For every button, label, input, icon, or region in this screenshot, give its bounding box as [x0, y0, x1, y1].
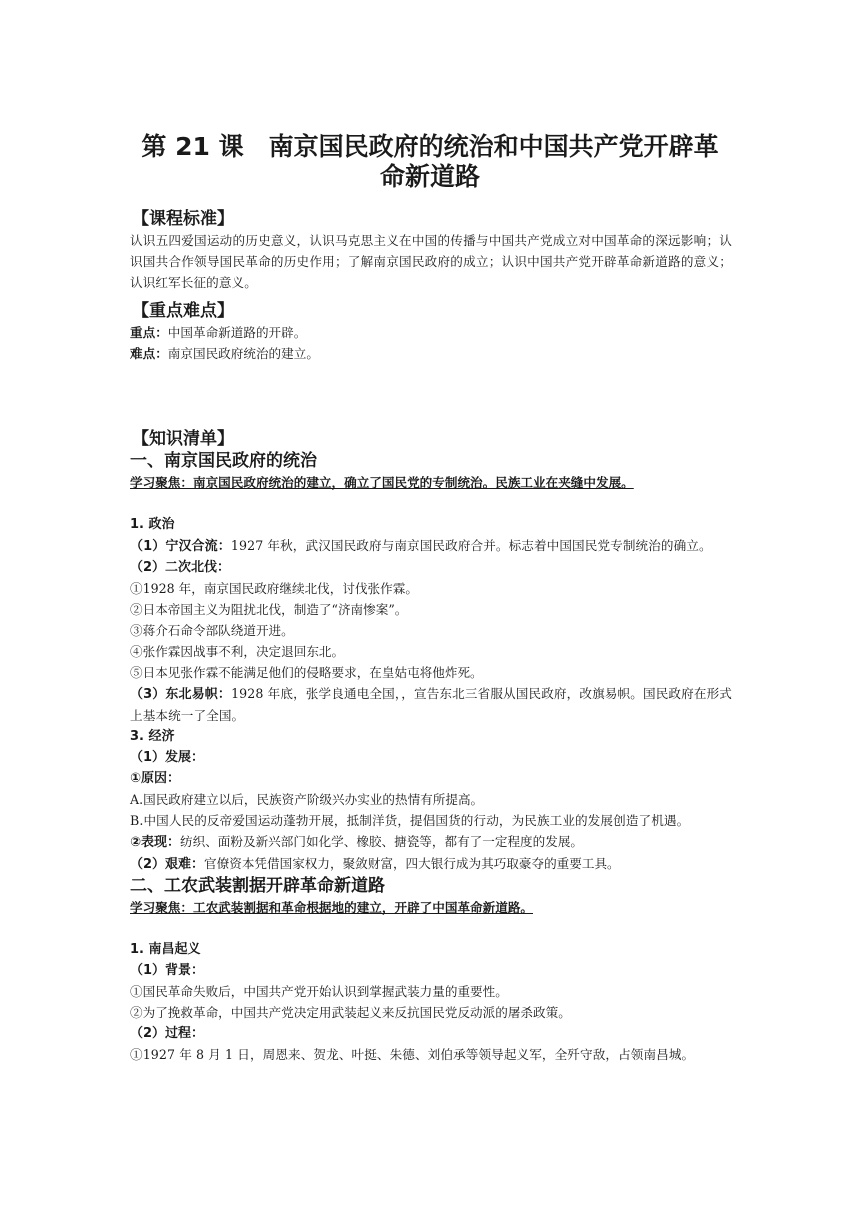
northeast-text: 1928 年底，张学良通电全国，，宣告东北三省服从国民政府，改旗易帜。国民政府在形式上基本统一了全国。 — [130, 686, 732, 723]
hardship — [130, 853, 732, 875]
nanchang-title: 1. 南昌起义 — [130, 942, 201, 957]
standards-text: 认识五四爱国运动的历史意义，认识马克思主义在中国的传播与中国共产党成立对中国革命的深远影响；认识国共合作领导国民革命的历史作用；了解南京国民政府的成立；认识中国共产党开辟革命新道路的意义；认识红军长征的意义。 — [130, 233, 732, 290]
process-text: ①1927 年 8 月 1 日，周恩来、贺龙、叶挺、朱德、刘伯承等领导起义军，全歼守敌，占领南昌城。 — [130, 1047, 695, 1062]
expedition-item: ①1928 年，南京国民政府继续北伐，讨伐张作霖。 — [130, 581, 418, 596]
performance-label: ②表现： — [130, 835, 181, 850]
second-expedition-label: （2）二次北伐： — [130, 560, 231, 575]
performance-text: 纺织、面粉及新兴部门如化学、橡胶、搪瓷等，都有了一定程度的发展。 — [180, 834, 584, 849]
background-item: ①国民革命失败后，中国共产党开始认识到掌握武装力量的重要性。 — [130, 984, 508, 999]
politics-title: 1. 政治 — [130, 517, 175, 532]
hardship-label: （2）艰难： — [130, 857, 205, 872]
difficulty-point — [130, 343, 732, 364]
expedition-item: ②日本帝国主义为阻扰北伐，制造了“济南惨案”。 — [130, 602, 408, 617]
lesson-title-line1: 第 21 课 南京国民政府的统治和中国共产党开辟革 — [141, 132, 719, 161]
course-standards — [130, 208, 732, 293]
background-label: （1）背景： — [130, 963, 205, 978]
cause-a: A.国民政府建立以后，民族资产阶级兴办实业的热情有所提高。 — [130, 792, 484, 807]
performance — [130, 831, 732, 853]
section1-title: 一、南京国民政府的统治 — [130, 451, 317, 471]
standards-heading: 【课程标准】 — [132, 209, 234, 229]
expedition-item: ③蒋介石命令部队绕道开进。 — [130, 623, 294, 638]
cause-b: B.中国人民的反帝爱国运动蓬勃开展，抵制洋货，提倡国货的行动，为民族工业的发展创造了机遇。 — [130, 813, 690, 828]
process-label: （2）过程： — [130, 1026, 205, 1041]
key-points — [130, 300, 732, 364]
northeast-flag-change — [130, 683, 732, 726]
section1-focus: 学习聚焦：南京国民政府统治的建立，确立了国民党的专制统治。民族工业在夹缝中发展。 — [130, 475, 634, 490]
development-label: （1）发展： — [130, 750, 205, 765]
ninghan-merger — [130, 535, 732, 557]
expedition-item: ⑤日本见张作霖不能满足他们的侵略要求，在皇姑屯将他炸死。 — [130, 665, 483, 680]
knowledge-list — [130, 428, 732, 1065]
difficulty-label: 难点： — [130, 346, 168, 361]
economy-title: 3. 经济 — [130, 729, 175, 744]
background-item: ②为了挽救革命，中国共产党决定用武装起义来反抗国民党反动派的屠杀政策。 — [130, 1005, 571, 1020]
section2-title: 二、工农武装割据开辟革命新道路 — [130, 876, 385, 896]
focus-point — [130, 322, 732, 343]
expedition-item: ④张作霖因战事不利，决定退回东北。 — [130, 644, 345, 659]
ninghan-text: 1927 年秋，武汉国民政府与南京国民政府合并。标志着中国国民党专制统治的确立。 — [230, 538, 712, 553]
cause-label: ①原因： — [130, 771, 181, 786]
difficulty-text: 南京国民政府统治的建立。 — [167, 346, 319, 361]
focus-text: 中国革命新道路的开辟。 — [167, 325, 307, 340]
lesson-title — [120, 132, 740, 192]
lesson-title-line2: 命新道路 — [379, 162, 480, 191]
hardship-text: 官僚资本凭借国家权力，聚敛财富，四大银行成为其巧取豪夺的重要工具。 — [204, 856, 620, 871]
knowledge-heading: 【知识清单】 — [132, 429, 234, 449]
focus-label: 重点： — [130, 325, 168, 340]
section2-focus: 学习聚焦：工农武装割据和革命根据地的建立，开辟了中国革命新道路。 — [130, 900, 533, 915]
keypoints-heading: 【重点难点】 — [132, 301, 234, 321]
ninghan-label: （1）宁汉合流： — [130, 539, 231, 554]
northeast-label: （3）东北易帜： — [130, 687, 232, 702]
